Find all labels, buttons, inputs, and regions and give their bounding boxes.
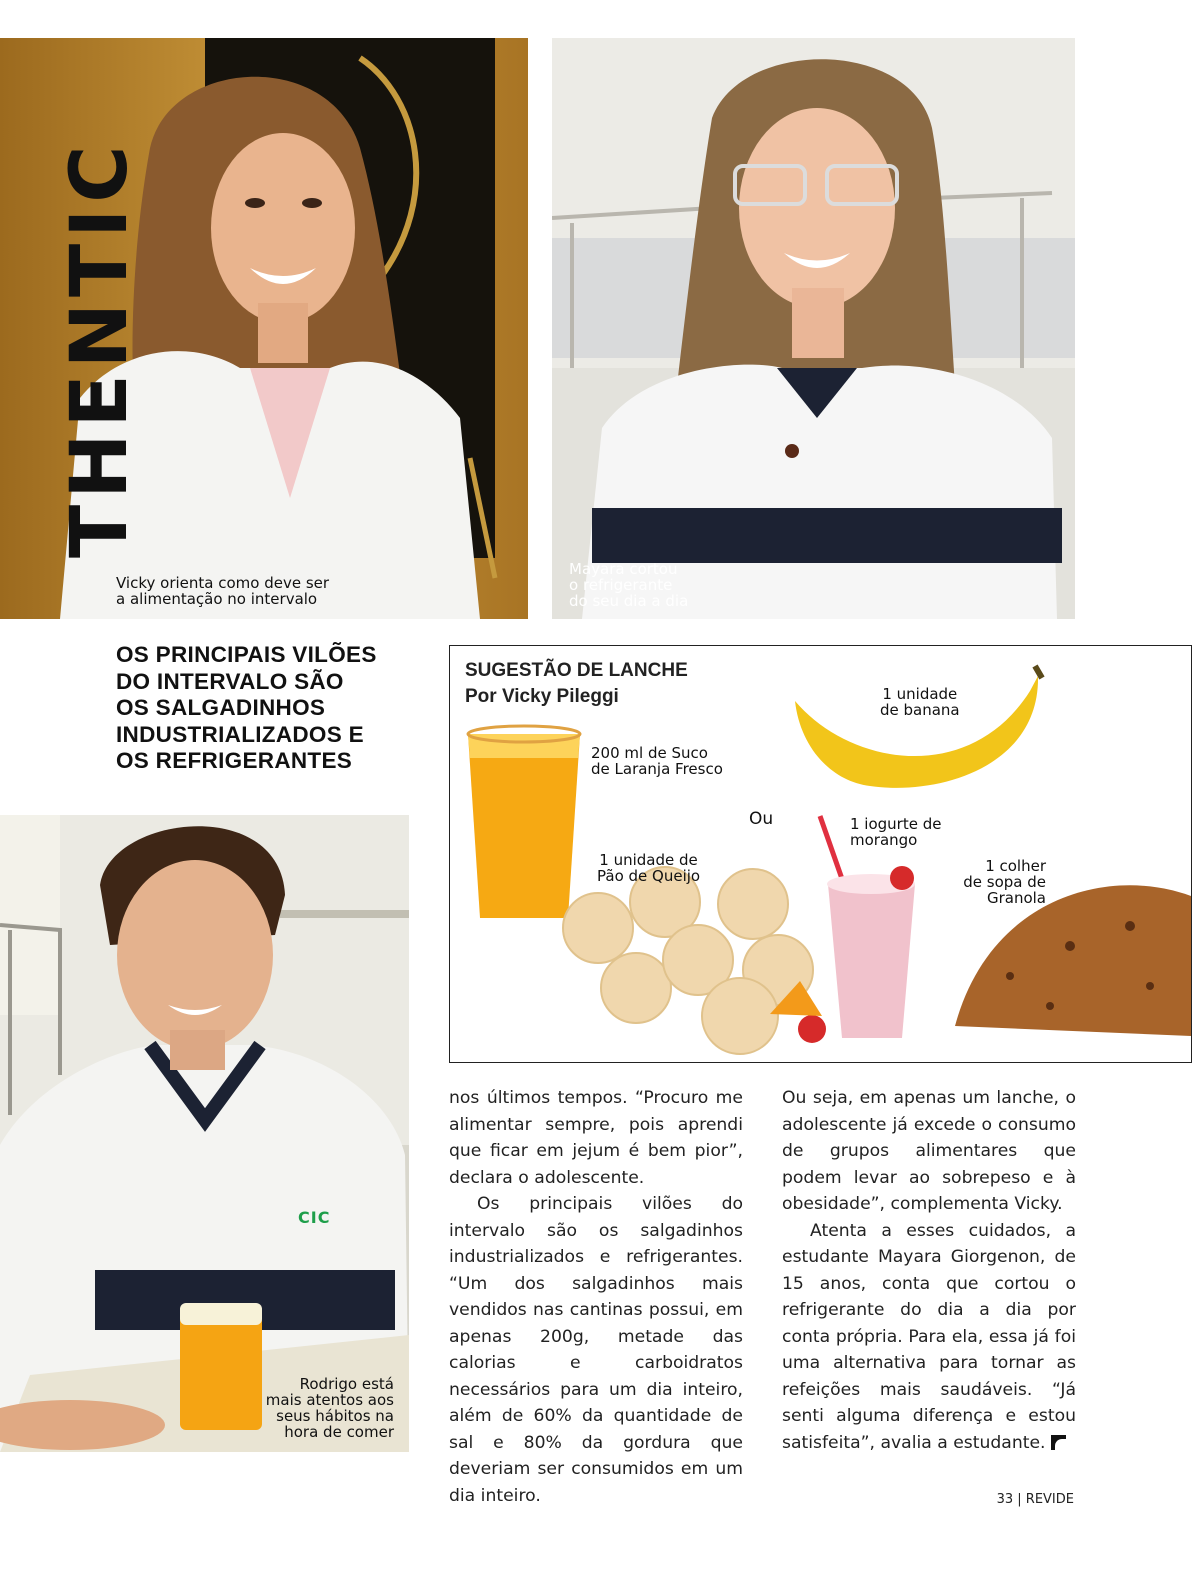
article-paragraph: Os principais vilões do intervalo são os salgadinhos industrializados e refrigerantes. “Um dos salgadinhos mais vendidos nas cantinas possui, em apenas 200g, metade das calorias e carboidratos necessários para um dia inteiro, além de 60% da quantidade de sal e 80% da gordura que deveriam ser consumidos em um dia inteiro.	[449, 1194, 743, 1506]
banner-text: THENTIC	[55, 139, 145, 558]
photo-vicky	[0, 38, 528, 619]
end-of-article-mark-icon	[1051, 1435, 1066, 1450]
snack-suggestion-box	[449, 645, 1192, 1063]
article-paragraph: nos últimos tempos. “Procuro me alimentar sempre, pois aprendi que ficar em jejum é bem pior”, declara o adolescente.	[449, 1088, 743, 1188]
photo-caption-rodrigo: Rodrigo está mais atentos aos seus hábitos na hora de comer	[265, 1375, 394, 1441]
magazine-name: REVIDE	[1025, 1492, 1074, 1507]
article-column-1	[449, 1085, 743, 1509]
snack-illustrations	[450, 646, 1191, 1062]
photo-rodrigo	[0, 815, 409, 1452]
mayara-illustration	[552, 38, 1075, 619]
shirt-logo: CIC	[298, 1208, 331, 1227]
label-juice: 200 ml de Suco de Laranja Fresco	[591, 744, 723, 778]
article-paragraph: Atenta a esses cuidados, a estudante Mayara Giorgenon, de 15 anos, conta que cortou o refrigerante do dia a dia por conta própria. Para ela, essa já foi uma alternativa para tornar as refeições mais saudáveis. “Já senti alguma diferença e estou satisfeita”, avalia a estudante.	[782, 1220, 1076, 1453]
page-footer	[997, 1492, 1074, 1507]
page-number: 33	[996, 1492, 1014, 1507]
photo-mayara	[552, 38, 1075, 619]
label-banana: 1 unidade de banana	[880, 685, 960, 719]
granola-icon	[955, 885, 1191, 1036]
rodrigo-illustration	[0, 815, 409, 1452]
cheese-bread-icon	[563, 867, 813, 1054]
photo-caption-vicky: Vicky orienta como deve ser a alimentação no intervalo	[116, 574, 330, 608]
orange-juice-glass-icon	[468, 726, 580, 918]
article-column-2	[782, 1085, 1076, 1456]
snack-box-title: SUGESTÃO DE LANCHE Por Vicky Pileggi	[465, 660, 688, 707]
pull-quote-headline: OS PRINCIPAIS VILÕES DO INTERVALO SÃO OS SALGADINHOS INDUSTRIALIZADOS E OS REFRIGERANTES	[116, 642, 377, 773]
label-or: Ou	[749, 809, 774, 829]
strawberry-yogurt-icon	[770, 816, 915, 1043]
label-granola: 1 colher de sopa de Granola	[963, 857, 1046, 907]
photo-caption-mayara: Mayara cortou o refrigerante do seu dia a dia	[569, 560, 689, 610]
article-paragraph: Ou seja, em apenas um lanche, o adolescente já excede o consumo de grupos alimentares que podem levar ao sobrepeso e à obesidade”, complementa Vicky.	[782, 1088, 1076, 1214]
label-cheese-bread: 1 unidade de Pão de Queijo	[597, 851, 701, 885]
label-yogurt: 1 iogurte de morango	[850, 815, 942, 849]
footer-separator: |	[1017, 1492, 1022, 1507]
